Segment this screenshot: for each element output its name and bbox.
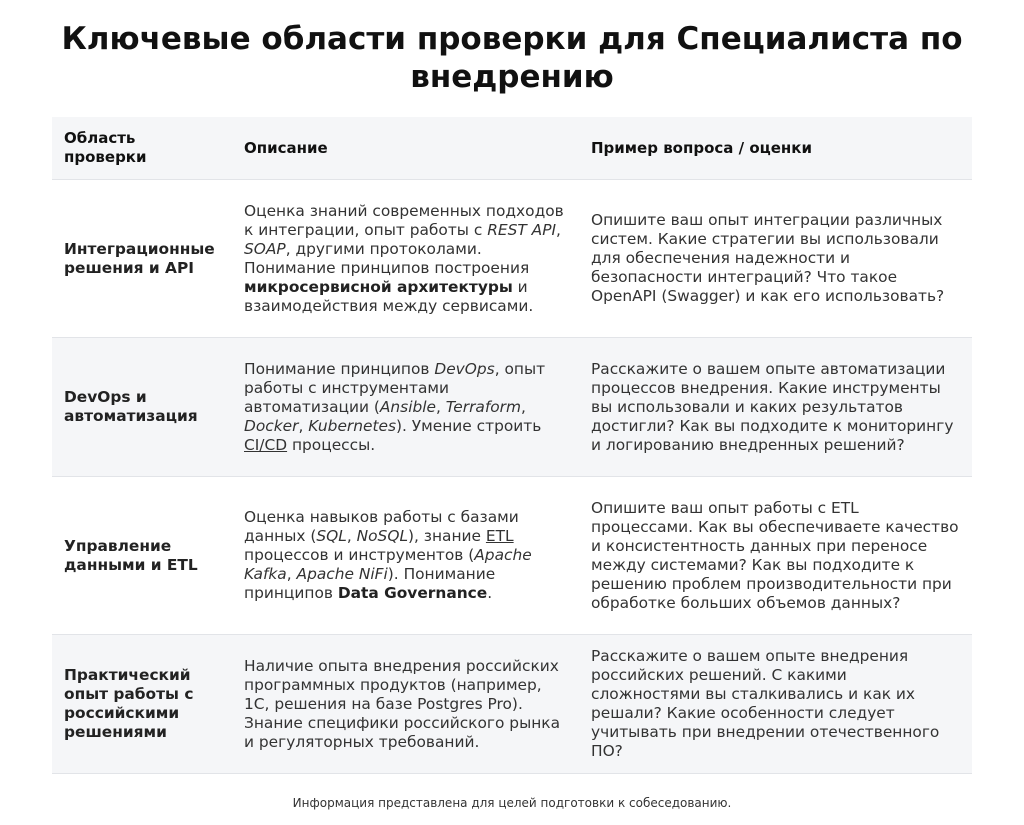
- review-areas-table-container: [52, 117, 972, 774]
- row-description: Оценка знаний современных подходов к интеграции, опыт работы с REST API, SOAP, другими протоколами. Понимание принципов построения микросервисной архитектуры и взаимодействия между сервисами.: [232, 180, 579, 338]
- highlighted-term: Docker: [244, 416, 299, 435]
- highlighted-term: SOAP: [244, 239, 286, 258]
- highlighted-term: Ansible: [379, 397, 436, 416]
- highlighted-term: ETL: [485, 527, 514, 545]
- row-example: Расскажите о вашем опыте автоматизации процессов внедрения. Какие инструменты вы использовали и каких результатов достигли? Как вы подходите к мониторингу и логированию внедренных решений?: [579, 338, 972, 477]
- table-row: [52, 635, 972, 774]
- highlighted-term: DevOps: [434, 359, 495, 378]
- highlighted-term: Apache NiFi: [296, 565, 388, 583]
- highlighted-term: SQL: [316, 527, 347, 545]
- table-row: [52, 477, 972, 635]
- header-area: Область проверки: [52, 117, 232, 180]
- row-description: Понимание принципов DevOps, опыт работы с инструментами автоматизации (Ansible, Terraform, Docker, Kubernetes). Умение строить CI/CD процессы.: [232, 338, 579, 477]
- page-title: Ключевые области проверки для Специалиста по внедрению: [61, 21, 963, 95]
- row-example: Опишите ваш опыт интеграции различных систем. Какие стратегии вы использовали для обеспечения надежности и безопасности интеграций? Что такое OpenAPI (Swagger) и как его использовать?: [579, 180, 972, 338]
- highlighted-term: REST API: [487, 220, 557, 239]
- table-row: [52, 338, 972, 477]
- row-description: Оценка навыков работы с базами данных (SQL, NoSQL), знание ETL процессов и инструментов (Apache Kafka, Apache NiFi). Понимание принципов Data Governance.: [232, 477, 579, 635]
- footer-note: Информация представлена для целей подготовки к собеседованию.: [292, 796, 732, 810]
- highlighted-term: Apache Kafka: [244, 546, 532, 583]
- row-area: Интеграционные решения и API: [52, 180, 232, 338]
- row-area: DevOps и автоматизация: [52, 338, 232, 477]
- row-description: Наличие опыта внедрения российских программных продуктов (например, 1С, решения на базе Postgres Pro). Знание специфики российского рынка и регуляторных требований.: [232, 635, 579, 774]
- header-description: Описание: [232, 117, 579, 180]
- review-areas-table: [52, 117, 972, 774]
- highlighted-term: микросервисной архитектуры: [244, 277, 513, 296]
- highlighted-term: CI/CD: [244, 435, 288, 454]
- highlighted-term: Terraform: [445, 397, 521, 416]
- table-row: [52, 180, 972, 338]
- highlighted-term: Data Governance: [337, 584, 488, 602]
- row-example: Расскажите о вашем опыте внедрения российских решений. С какими сложностями вы сталкивались и как их решали? Какие особенности следует учитывать при внедрении отечественного ПО?: [579, 635, 972, 774]
- highlighted-term: Kubernetes: [308, 416, 396, 435]
- row-example: Опишите ваш опыт работы с ETL процессами. Как вы обеспечиваете качество и консистентность данных при переносе между системами? Как вы подходите к решению проблем производительности при обработке больших объемов данных?: [579, 477, 972, 635]
- row-area: Практический опыт работы с российскими решениями: [52, 635, 232, 774]
- highlighted-term: NoSQL: [356, 527, 409, 545]
- row-area: Управление данными и ETL: [52, 477, 232, 635]
- table-header-row: [52, 117, 972, 180]
- header-example: Пример вопроса / оценки: [579, 117, 972, 180]
